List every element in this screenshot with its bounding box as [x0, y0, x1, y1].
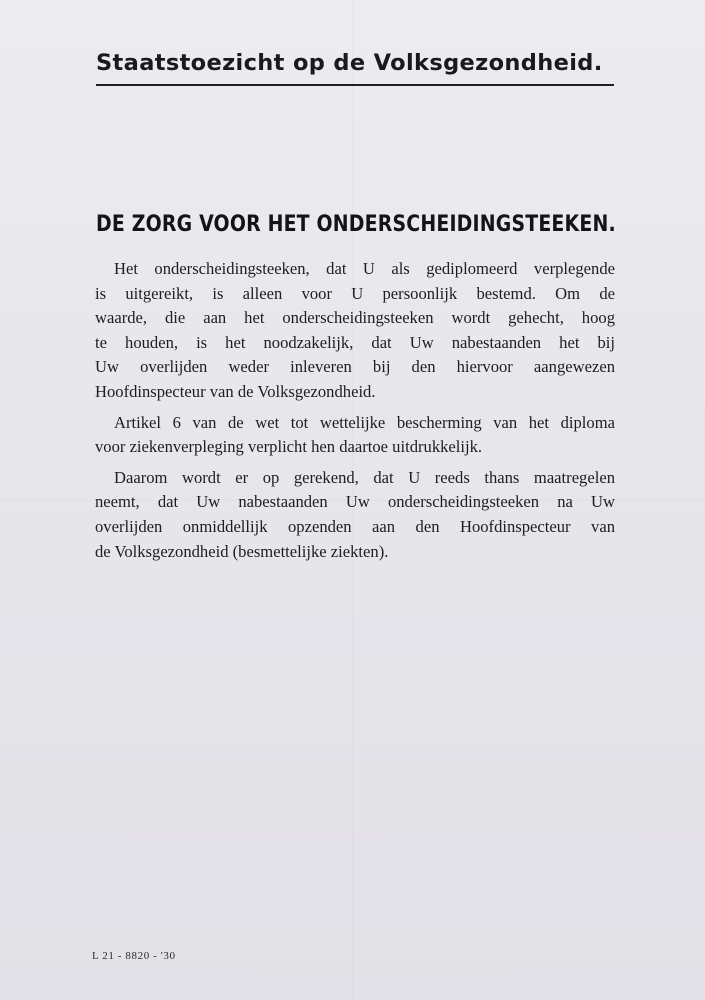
paragraph-1	[95, 257, 615, 405]
paragraph-line: Hoofdinspecteur van de Volksgezondheid.	[95, 381, 376, 401]
document-body	[95, 257, 615, 570]
paragraph-line: te houden, is het noodzakelijk, dat Uw nabestaanden het bij	[95, 332, 615, 352]
paragraph-line: Uw overlijden weder inleveren bij den hiervoor aangewezen	[95, 357, 615, 377]
paragraph-line: Daarom wordt er op gerekend, dat U reeds thans maatregelen	[114, 467, 615, 487]
paragraph-line: de Volksgezondheid (besmettelijke ziekten).	[95, 541, 389, 561]
paragraph-line: waarde, die aan het onderscheidingsteeken wordt gehecht, hoog	[95, 308, 615, 328]
paragraph-3	[95, 466, 615, 564]
paragraph-line: is uitgereikt, is alleen voor U persoonlijk bestemd. Om de	[95, 283, 615, 303]
header-underline	[96, 84, 614, 86]
header-title: Staatstoezicht op de Volksgezondheid.	[96, 50, 603, 76]
document-heading: DE ZORG VOOR HET ONDERSCHEIDINGSTEEKEN.	[96, 212, 616, 237]
paragraph-line: Artikel 6 van de wet tot wettelijke bescherming van het diploma	[114, 412, 615, 432]
paragraph-line: overlijden onmiddellijk opzenden aan den Hoofdinspecteur van	[95, 516, 615, 536]
paragraph-line: neemt, dat Uw nabestaanden Uw onderscheidingsteeken na Uw	[95, 492, 615, 512]
paragraph-line: voor ziekenverpleging verplicht hen daartoe uitdrukkelijk.	[95, 437, 483, 457]
paragraph-2	[95, 411, 615, 460]
print-code: L 21 - 8820 - '30	[92, 950, 176, 962]
paragraph-line: Het onderscheidingsteeken, dat U als gediplomeerd verplegende	[114, 259, 615, 278]
